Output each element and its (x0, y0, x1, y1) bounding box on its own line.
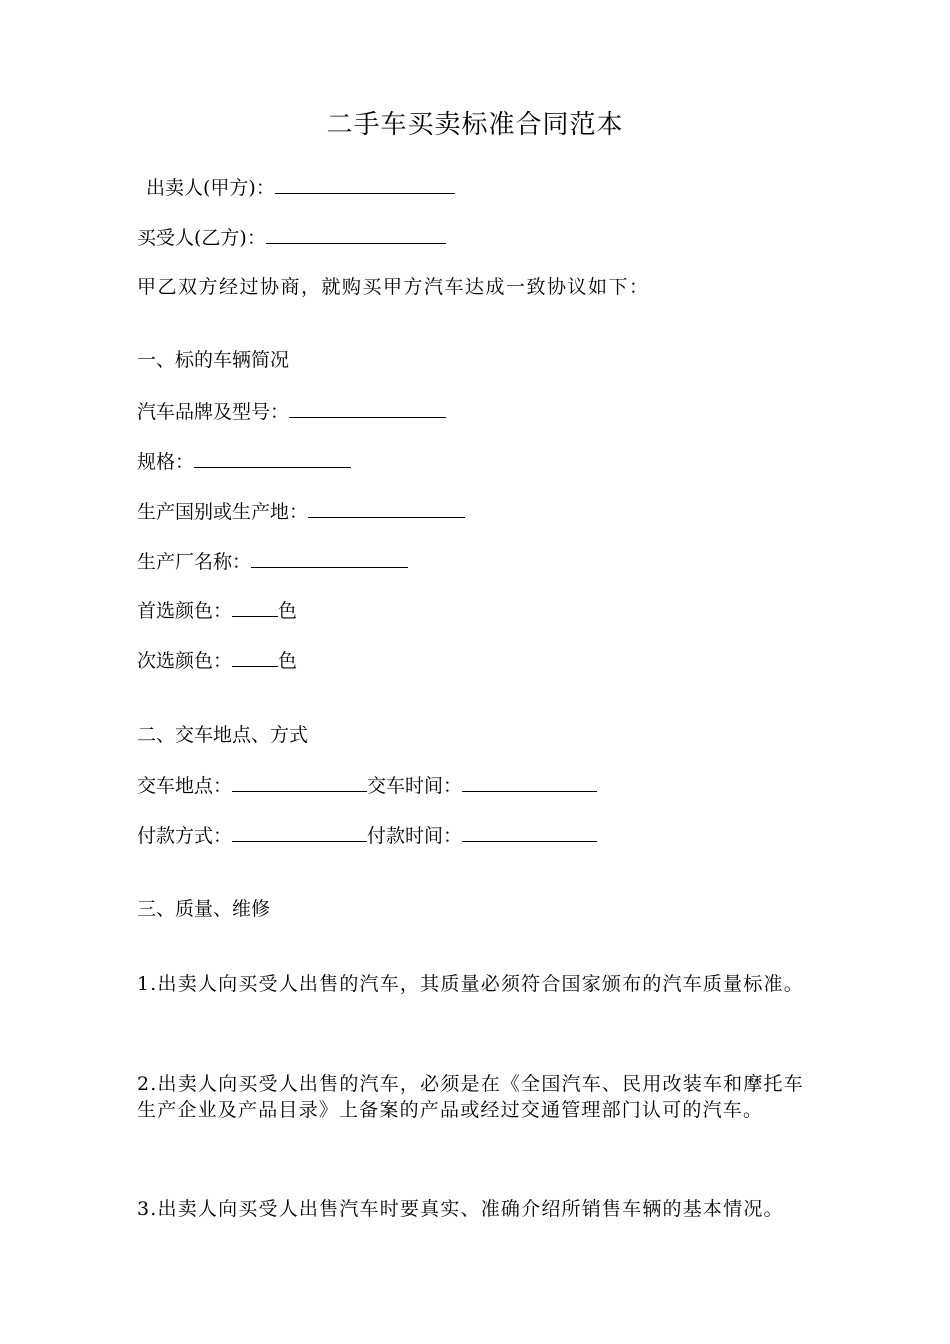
delivery-time-blank[interactable] (462, 772, 597, 792)
origin-label: 生产国别或生产地： (137, 501, 309, 523)
document-title: 二手车买卖标准合同范本 (326, 110, 624, 140)
payment-time-label: 付款时间： (367, 825, 463, 847)
brand-line (137, 398, 446, 425)
buyer-blank[interactable] (266, 224, 446, 244)
secondary-color-blank[interactable] (232, 647, 278, 667)
primary-color-suffix: 色 (278, 600, 298, 622)
delivery-line (137, 772, 597, 799)
maker-label: 生产厂名称： (137, 551, 252, 573)
spec-label: 规格： (137, 451, 195, 473)
quality-clause-1: 1.出卖人向买受人出售的汽车，其质量必须符合国家颁布的汽车质量标准。 (137, 973, 804, 995)
brand-label: 汽车品牌及型号： (137, 401, 290, 423)
section1-heading: 一、标的车辆简况 (137, 349, 290, 371)
seller-line (146, 174, 455, 201)
buyer-line (137, 224, 446, 251)
secondary-color-suffix: 色 (278, 650, 298, 672)
seller-label: 出卖人(甲方)： (146, 177, 275, 199)
section2-heading: 二、交车地点、方式 (137, 724, 309, 746)
delivery-place-label: 交车地点： (137, 775, 233, 797)
payment-method-blank[interactable] (232, 822, 367, 842)
spec-blank[interactable] (194, 448, 351, 468)
spec-line (137, 448, 351, 475)
payment-time-blank[interactable] (462, 822, 597, 842)
secondary-color-line (137, 647, 297, 674)
delivery-time-label: 交车时间： (367, 775, 463, 797)
primary-color-line (137, 597, 297, 624)
secondary-color-label: 次选颜色： (137, 650, 233, 672)
quality-clause-3: 3.出卖人向买受人出售汽车时要真实、准确介绍所销售车辆的基本情况。 (137, 1198, 784, 1220)
primary-color-blank[interactable] (232, 597, 278, 617)
payment-method-label: 付款方式： (137, 825, 233, 847)
maker-line (137, 548, 408, 575)
origin-blank[interactable] (308, 498, 465, 518)
primary-color-label: 首选颜色： (137, 600, 233, 622)
payment-line (137, 822, 597, 849)
seller-blank[interactable] (275, 174, 455, 194)
maker-blank[interactable] (251, 548, 408, 568)
buyer-label: 买受人(乙方)： (137, 227, 266, 249)
origin-line (137, 498, 465, 525)
section3-heading: 三、质量、维修 (137, 898, 271, 920)
quality-clause-2: 2.出卖人向买受人出售的汽车，必须是在《全国汽车、民用改装车和摩托车生产企业及产品目录》上备案的产品或经过交通管理部门认可的汽车。 (137, 1073, 804, 1121)
brand-blank[interactable] (289, 398, 446, 418)
intro-text: 甲乙双方经过协商，就购买甲方汽车达成一致协议如下： (137, 276, 650, 298)
delivery-place-blank[interactable] (232, 772, 367, 792)
